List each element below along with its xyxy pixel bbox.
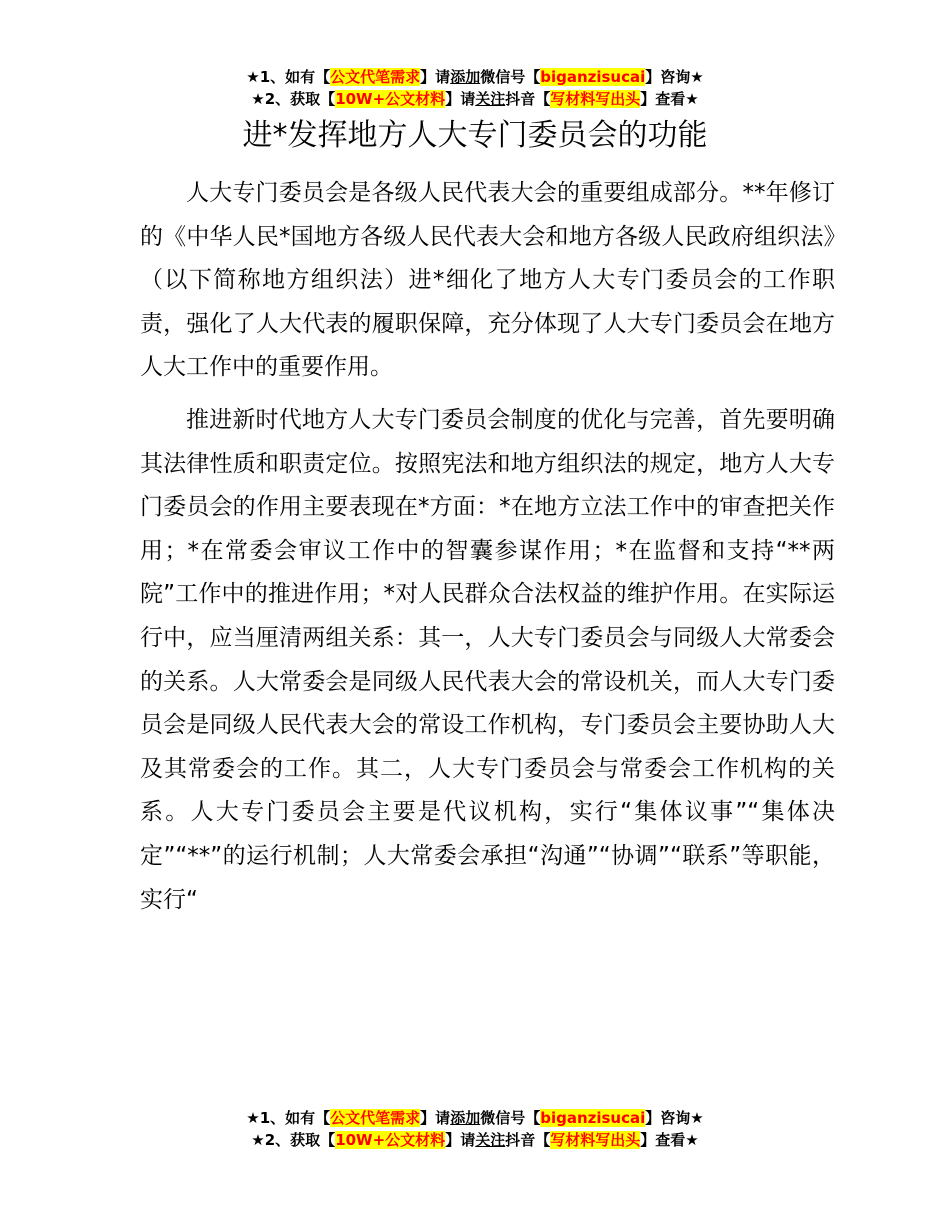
paragraph-2: 推进新时代地方人大专门委员会制度的优化与完善，首先要明确其法律性质和职责定位。按照宪法和地方组织法的规定，地方人大专门委员会的作用主要表现在*方面：*在地方立法工作中的审查把关作用；*在常委会审议工作中的智囊参谋作用；*在监督和支持“**两院”工作中的推进作用；*对人民群众合法权益的维护作用。在实际运行中，应当厘清两组关系：其一，人大专门委员会与同级人大常委会的关系。人大常委会是同级人民代表大会的常设机关，而人大专门委员会是同级人民代表大会的常设工作机构，专门委员会主要协助人大及其常委会的工作。其二，人大专门委员会与常委会工作机构的关系。人大专门委员会主要是代议机构，实行“集体议事”“集体决定”“**”的运行机制；人大常委会承担“沟通”“协调”“联系”等职能，实行“ [140,406,835,913]
footer-ad-highlight-materials: 10W+公文材料 [335,1131,446,1149]
footer-ad-highlight-wechat-id: biganzisucai [540,1109,646,1127]
ad-highlight-douyin-account: 写材料写出头 [550,90,641,108]
footer-ad-line-2-suffix: 】查看★ [640,1131,699,1149]
ad-line-1-prefix: ★1、如有【 [246,68,331,86]
document-body [140,172,835,931]
ad-line-1 [0,66,950,88]
footer-ad-highlight-douyin-account: 写材料写出头 [550,1131,641,1149]
ad-highlight-wechat-id: biganzisucai [540,68,646,86]
footer-ad-line-1-prefix: ★1、如有【 [246,1109,331,1127]
ad-line-1-mid2: 微信号【 [480,68,541,86]
footer-ad-banner [0,1107,950,1151]
ad-highlight-service: 公文代笔需求 [330,68,421,86]
header-ad-banner [0,66,950,110]
footer-ad-line-2 [0,1129,950,1151]
footer-ad-line-2-prefix: ★2、获取【 [251,1131,336,1149]
ad-line-2-prefix: ★2、获取【 [251,90,336,108]
footer-ad-line-2-mid2: 抖音【 [505,1131,551,1149]
footer-ad-highlight-service: 公文代笔需求 [330,1109,421,1127]
footer-ad-line-1 [0,1107,950,1129]
ad-line-1-suffix: 】咨询★ [645,68,704,86]
ad-underline-add: 添加 [450,68,481,86]
ad-line-2 [0,88,950,110]
footer-ad-underline-add: 添加 [450,1109,481,1127]
ad-line-2-mid: 】请 [445,90,476,108]
footer-ad-underline-follow: 关注 [475,1131,506,1149]
ad-highlight-materials: 10W+公文材料 [335,90,446,108]
footer-ad-line-1-mid2: 微信号【 [480,1109,541,1127]
footer-ad-line-1-suffix: 】咨询★ [645,1109,704,1127]
document-title: 进*发挥地方人大专门委员会的功能 [242,118,708,153]
paragraph-1: 人大专门委员会是各级人民代表大会的重要组成部分。**年修订的《中华人民*国地方各级人民代表大会和地方各级人民政府组织法》（以下简称地方组织法）进*细化了地方人大专门委员会的工作职责，强化了人大代表的履职保障，充分体现了人大专门委员会在地方人大工作中的重要作用。 [140,180,835,381]
ad-underline-follow: 关注 [475,90,506,108]
footer-ad-line-1-mid: 】请 [420,1109,451,1127]
ad-line-2-suffix: 】查看★ [640,90,699,108]
ad-line-1-mid: 】请 [420,68,451,86]
ad-line-2-mid2: 抖音【 [505,90,551,108]
footer-ad-line-2-mid: 】请 [445,1131,476,1149]
